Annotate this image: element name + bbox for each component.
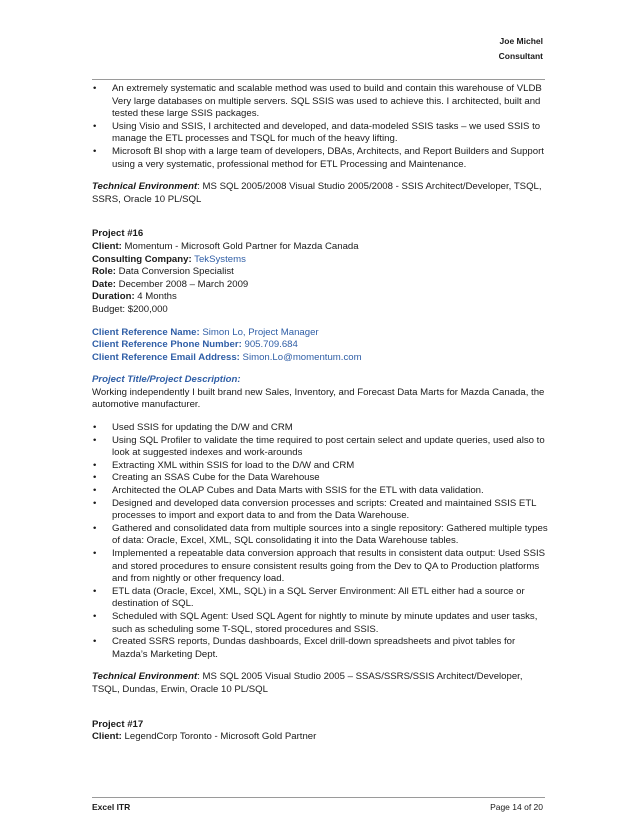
project-16-client: Client: Momentum - Microsoft Gold Partner for Mazda Canada xyxy=(92,240,359,252)
project-16-consulting-company: Consulting Company: TekSystems xyxy=(92,253,246,265)
list-item: • Using Visio and SSIS, I architected and developed, and data-modeled SSIS tasks – we used SSIS to manage the ETL processes and TSQL for much of the heavy lifting. xyxy=(92,121,548,146)
list-item: • Implemented a repeatable data conversion approach that results in consistent data output: Used SSIS and stored procedures to ensure consistent results going from the Dev to QA to Production platforms and from nightly or other frequency load. xyxy=(92,548,548,586)
list-item: • Creating an SSAS Cube for the Data Warehouse xyxy=(92,472,548,485)
project-description-heading: Project Title/Project Description: xyxy=(92,374,241,386)
header-rule xyxy=(92,79,545,80)
page-body xyxy=(92,83,548,744)
list-item: • Using SQL Profiler to validate the time required to post certain select and update queries, used also to look at suggested indexes and work-arounds xyxy=(92,435,548,460)
list-item: • Designed and developed data conversion processes and scripts: Created and maintained SSIS ETL processes to import and export data to and from the Data Warehouse. xyxy=(92,498,548,523)
project-16-title: Project #16 xyxy=(92,228,144,240)
list-item: • Extracting XML within SSIS for load to the D/W and CRM xyxy=(92,460,548,473)
project-16-date: Date: December 2008 – March 2009 xyxy=(92,278,249,290)
technical-environment-2 xyxy=(92,671,548,696)
footer-left-text: Excel ITR xyxy=(92,802,131,812)
project-17-title: Project #17 xyxy=(92,718,144,730)
tech-env-text: : MS SQL 2005/2008 Visual Studio 2005/2008 - SSIS Architect/Developer, TSQL, SSRS, Oracle 10 PL/SQL xyxy=(92,181,542,205)
project-16-bullet-list xyxy=(92,422,548,661)
project-description-text: Working independently I built brand new Sales, Inventory, and Forecast Data Marts for Mazda Canada, the automotive manufacturer. xyxy=(92,386,545,411)
project-16-role: Role: Data Conversion Specialist xyxy=(92,266,234,278)
list-item: • Gathered and consolidated data from multiple sources into a single repository: Gathered multiple types of data: Oracle, Excel, XML, SQL consolidating it into the Data Warehouse tables. xyxy=(92,523,548,548)
list-item: • Microsoft BI shop with a large team of developers, DBAs, Architects, and Report Builders and Support using a very systematic, professional method for ETL Processing and Maintenance. xyxy=(92,146,548,171)
list-item: • Created SSRS reports, Dundas dashboards, Excel drill-down spreadsheets and pivot tables for Mazda’s Marketing Dept. xyxy=(92,636,548,661)
footer-rule xyxy=(92,797,545,798)
author-role: Consultant xyxy=(498,51,543,61)
list-item: • ETL data (Oracle, Excel, XML, SQL) in a SQL Server Environment: All ETL either had a source or destination of SQL. xyxy=(92,586,548,611)
technical-environment-1 xyxy=(92,181,548,206)
project-16-budget: Budget: $200,000 xyxy=(92,303,168,315)
tech-env-label: Technical Environment xyxy=(92,181,198,193)
client-reference-email: Client Reference Email Address: Simon.Lo@momentum.com xyxy=(92,351,362,363)
page-header xyxy=(499,34,543,64)
client-reference-name: Client Reference Name: Simon Lo, Project Manager xyxy=(92,326,319,338)
top-bullet-list xyxy=(92,83,548,171)
tech-env-text: : MS SQL 2005 Visual Studio 2005 – SSAS/SSRS/SSIS Architect/Developer, TSQL, Dundas, Erwin, Oracle 10 PL/SQL xyxy=(92,671,523,695)
client-reference-phone: Client Reference Phone Number: 905.709.684 xyxy=(92,339,298,351)
list-item: • An extremely systematic and scalable method was used to build and contain this warehouse of VLDB Very large databases on multiple servers. SQL SSIS was used to achieve this. I architected, built and tested these large SSIS packages. xyxy=(92,83,548,121)
page-number: Page 14 of 20 xyxy=(490,802,543,812)
list-item: • Architected the OLAP Cubes and Data Marts with SSIS for the ETL with data validation. xyxy=(92,485,548,498)
project-17-client: Client: LegendCorp Toronto - Microsoft Gold Partner xyxy=(92,731,317,743)
list-item: • Scheduled with SQL Agent: Used SQL Agent for nightly to minute by minute updates and user tasks, such as scheduling some T-SQL, stored procedures and SSIS. xyxy=(92,611,548,636)
tech-env-label: Technical Environment xyxy=(92,671,198,683)
list-item: • Used SSIS for updating the D/W and CRM xyxy=(92,422,548,435)
project-16-duration: Duration: 4 Months xyxy=(92,291,177,303)
author-name: Joe Michel xyxy=(499,36,543,46)
